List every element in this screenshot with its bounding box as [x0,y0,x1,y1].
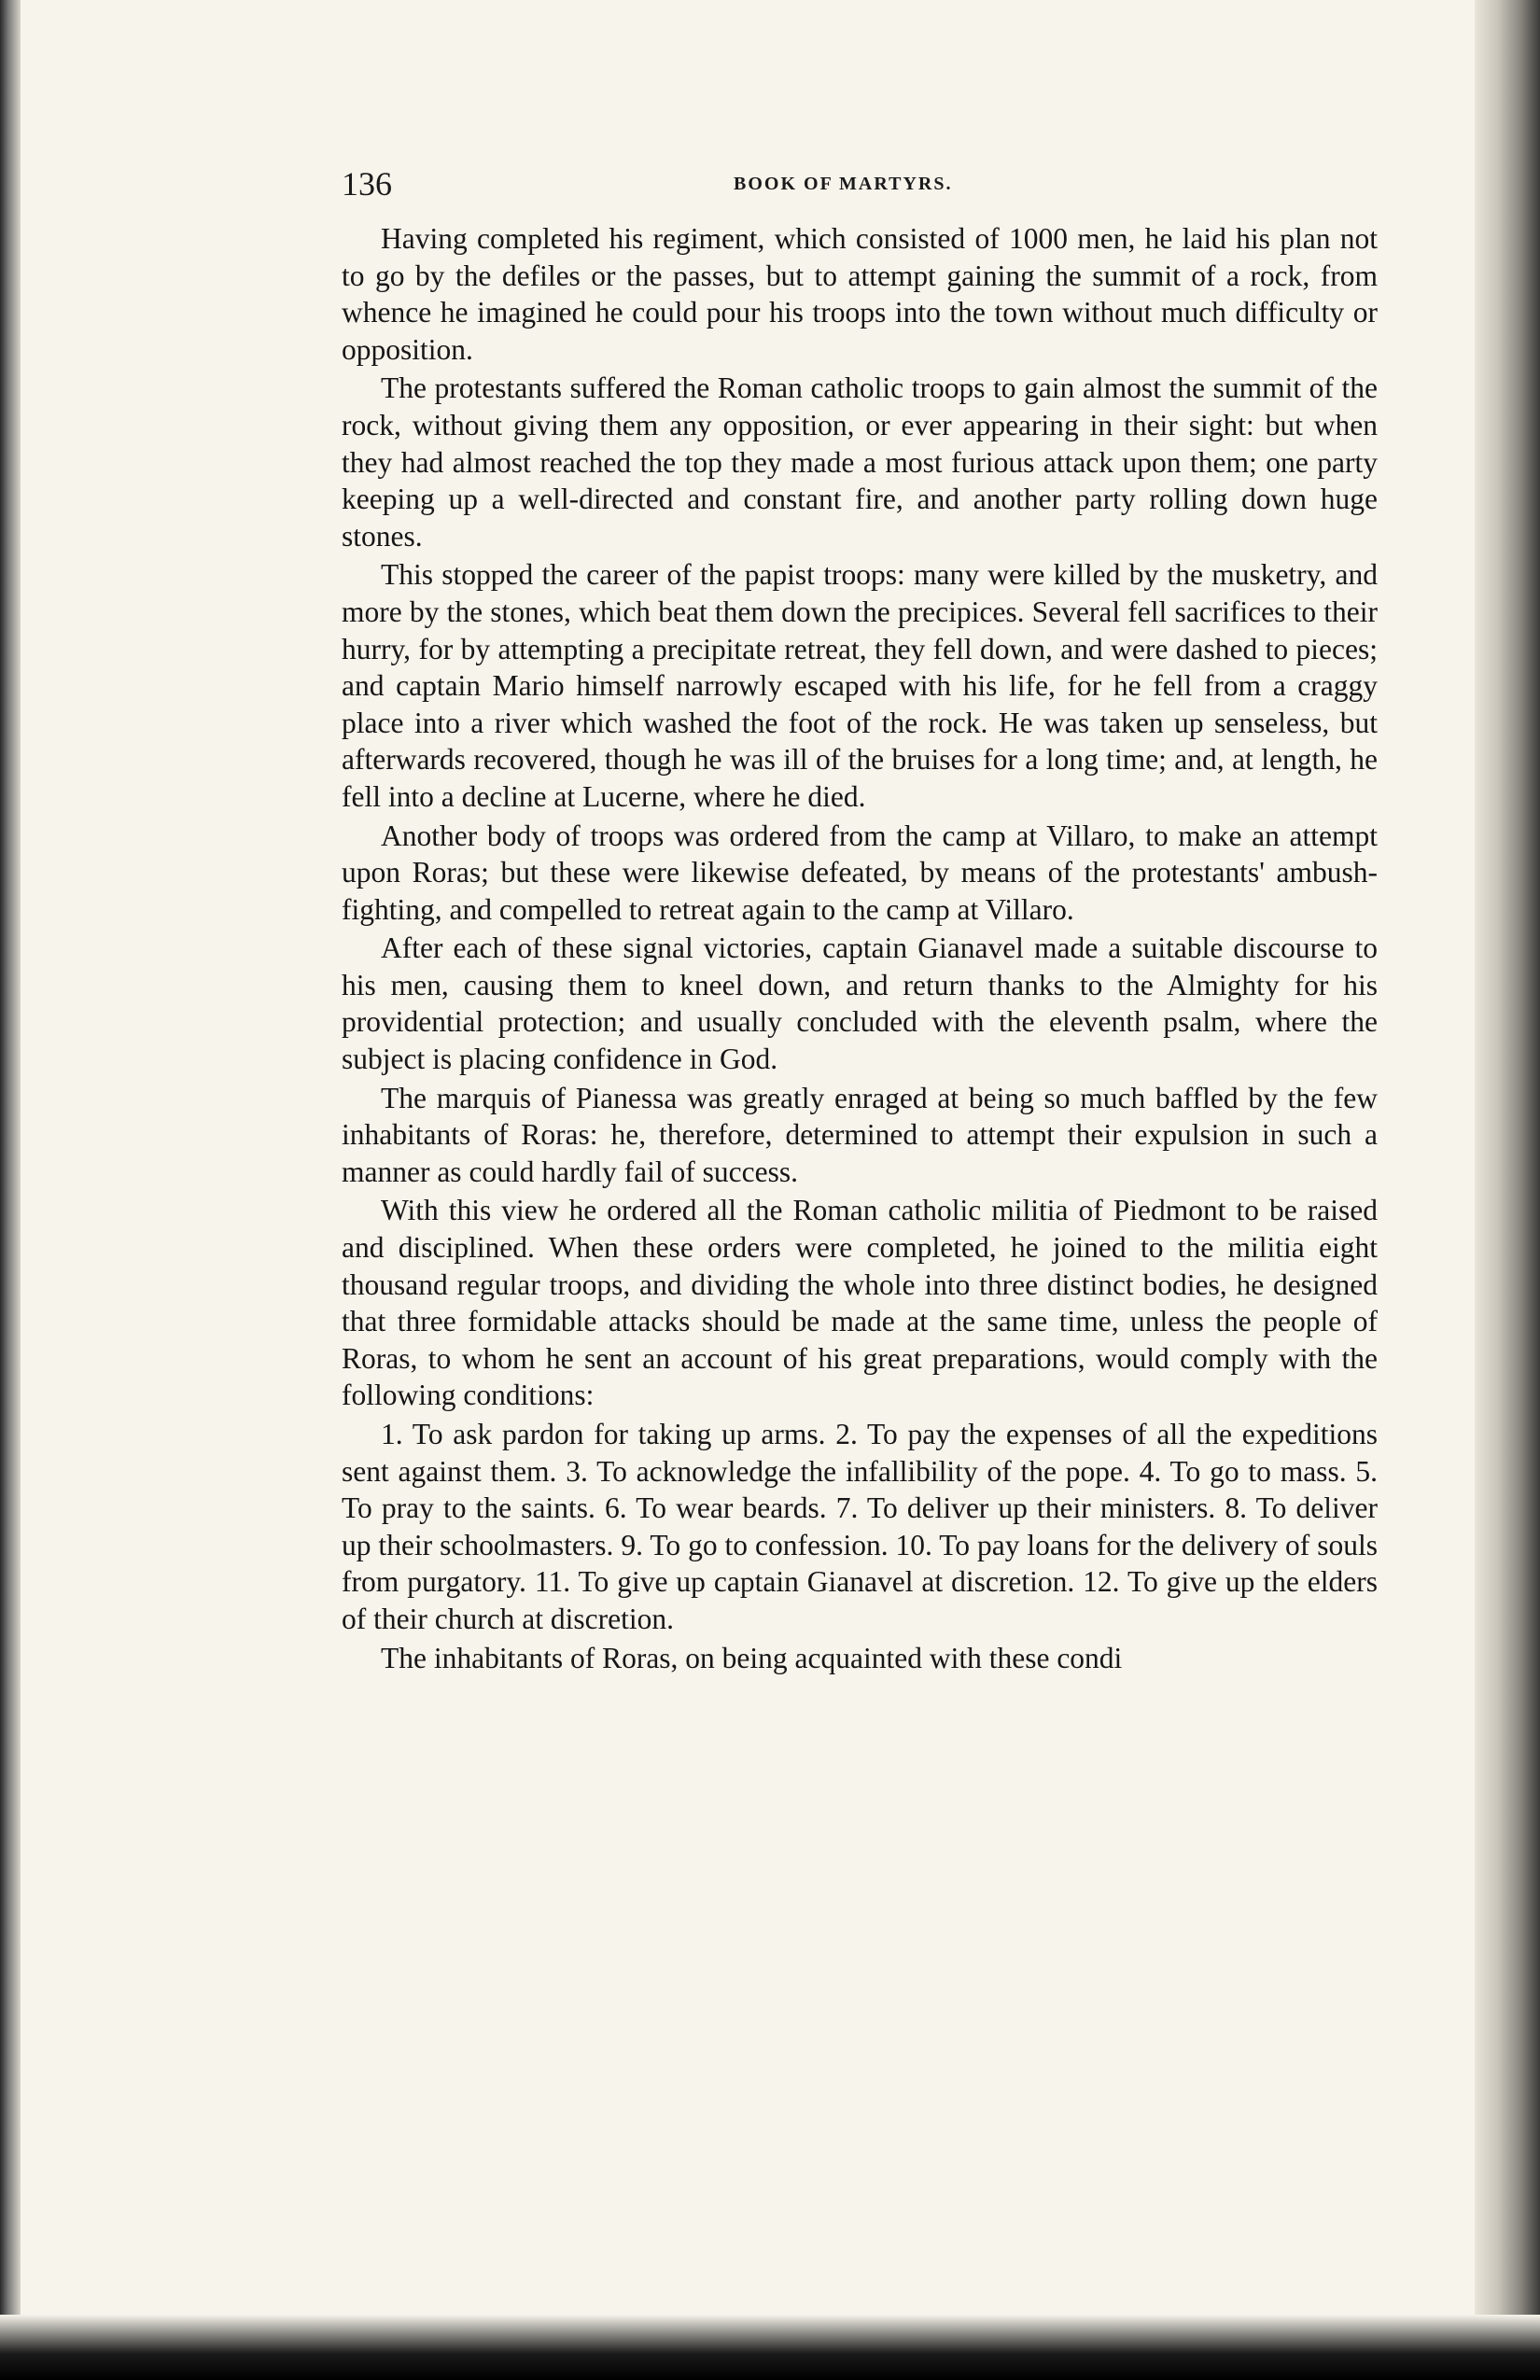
paragraph: With this view he ordered all the Roman catholic militia of Piedmont to be raised and disciplined. When these orders were completed, he joined to the militia eight thousand regular troops, and dividing the whole into three distinct bodies, he designed that three formidable attacks should be made at the same time, unless the people of Roras, to whom he sent an account of his great preparations, would comply with the following conditions: [342,1194,1378,1412]
paragraph: This stopped the career of the papist troops: many were killed by the musketry, and more by the stones, which beat them down the precipices. Several fell sacrifices to their hurry, for by attempting a precipitate retreat, they fell down, and were dashed to pieces; and captain Mario himself narrowly escaped with his life, for he fell from a craggy place into a river which washed the foot of the rock. He was taken up senseless, but afterwards recovered, though he was ill of the bruises for a long time; and, at length, he fell into a decline at Lucerne, where he died. [342,558,1378,813]
paragraph: The protestants suffered the Roman catholic troops to gain almost the summit of the rock, without giving them any opposition, or ever appearing in their sight: but when they had almost reached the top they made a most furious attack upon them; one party keeping up a well-directed and constant fire, and another party rolling down huge stones. [342,371,1378,553]
paragraph: The marquis of Pianessa was greatly enraged at being so much baffled by the few inhabitants of Roras: he, therefore, determined to attempt their expulsion in such a manner as could hardly fail of success. [342,1081,1378,1188]
body-text [342,220,1378,1678]
page-number: 136 [342,165,392,203]
page-left-edge-shadow [0,0,21,2380]
page-header [342,164,1415,211]
paragraph: Having completed his regiment, which consisted of 1000 men, he laid his plan not to go by the defiles or the passes, but to attempt gaining the summit of a rock, from whence he imagined he could pour his troops into the town without much difficulty or opposition. [342,222,1378,366]
paragraph: The inhabitants of Roras, on being acquainted with these condi [381,1641,1123,1674]
page-right-edge-shadow [1475,0,1540,2380]
paragraph: Another body of troops was ordered from the camp at Villaro, to make an attempt upon Roras; but these were likewise defeated, by means of the protestants' ambush-fighting, and compelled to retreat again to the camp at Villaro. [342,819,1378,926]
paragraph: After each of these signal victories, captain Gianavel made a suitable discourse to his men, causing them to kneel down, and return thanks to the Almighty for his providential protection; and usually concluded with the eleventh psalm, where the subject is placing confidence in God. [342,931,1378,1076]
paragraph: 1. To ask pardon for taking up arms. 2. To pay the expenses of all the expeditions sent against them. 3. To acknowledge the infallibility of the pope. 4. To go to mass. 5. To pray to the saints. 6. To wear beards. 7. To deliver up their ministers. 8. To deliver up their schoolmasters. 9. To go to confession. 10. To pay loans for the delivery of souls from purgatory. 11. To give up captain Gianavel at discretion. 12. To give up the elders of their church at discretion. [342,1418,1378,1635]
page-bottom-edge-shadow [0,2315,1540,2380]
running-title: BOOK OF MARTYRS. [734,174,953,194]
